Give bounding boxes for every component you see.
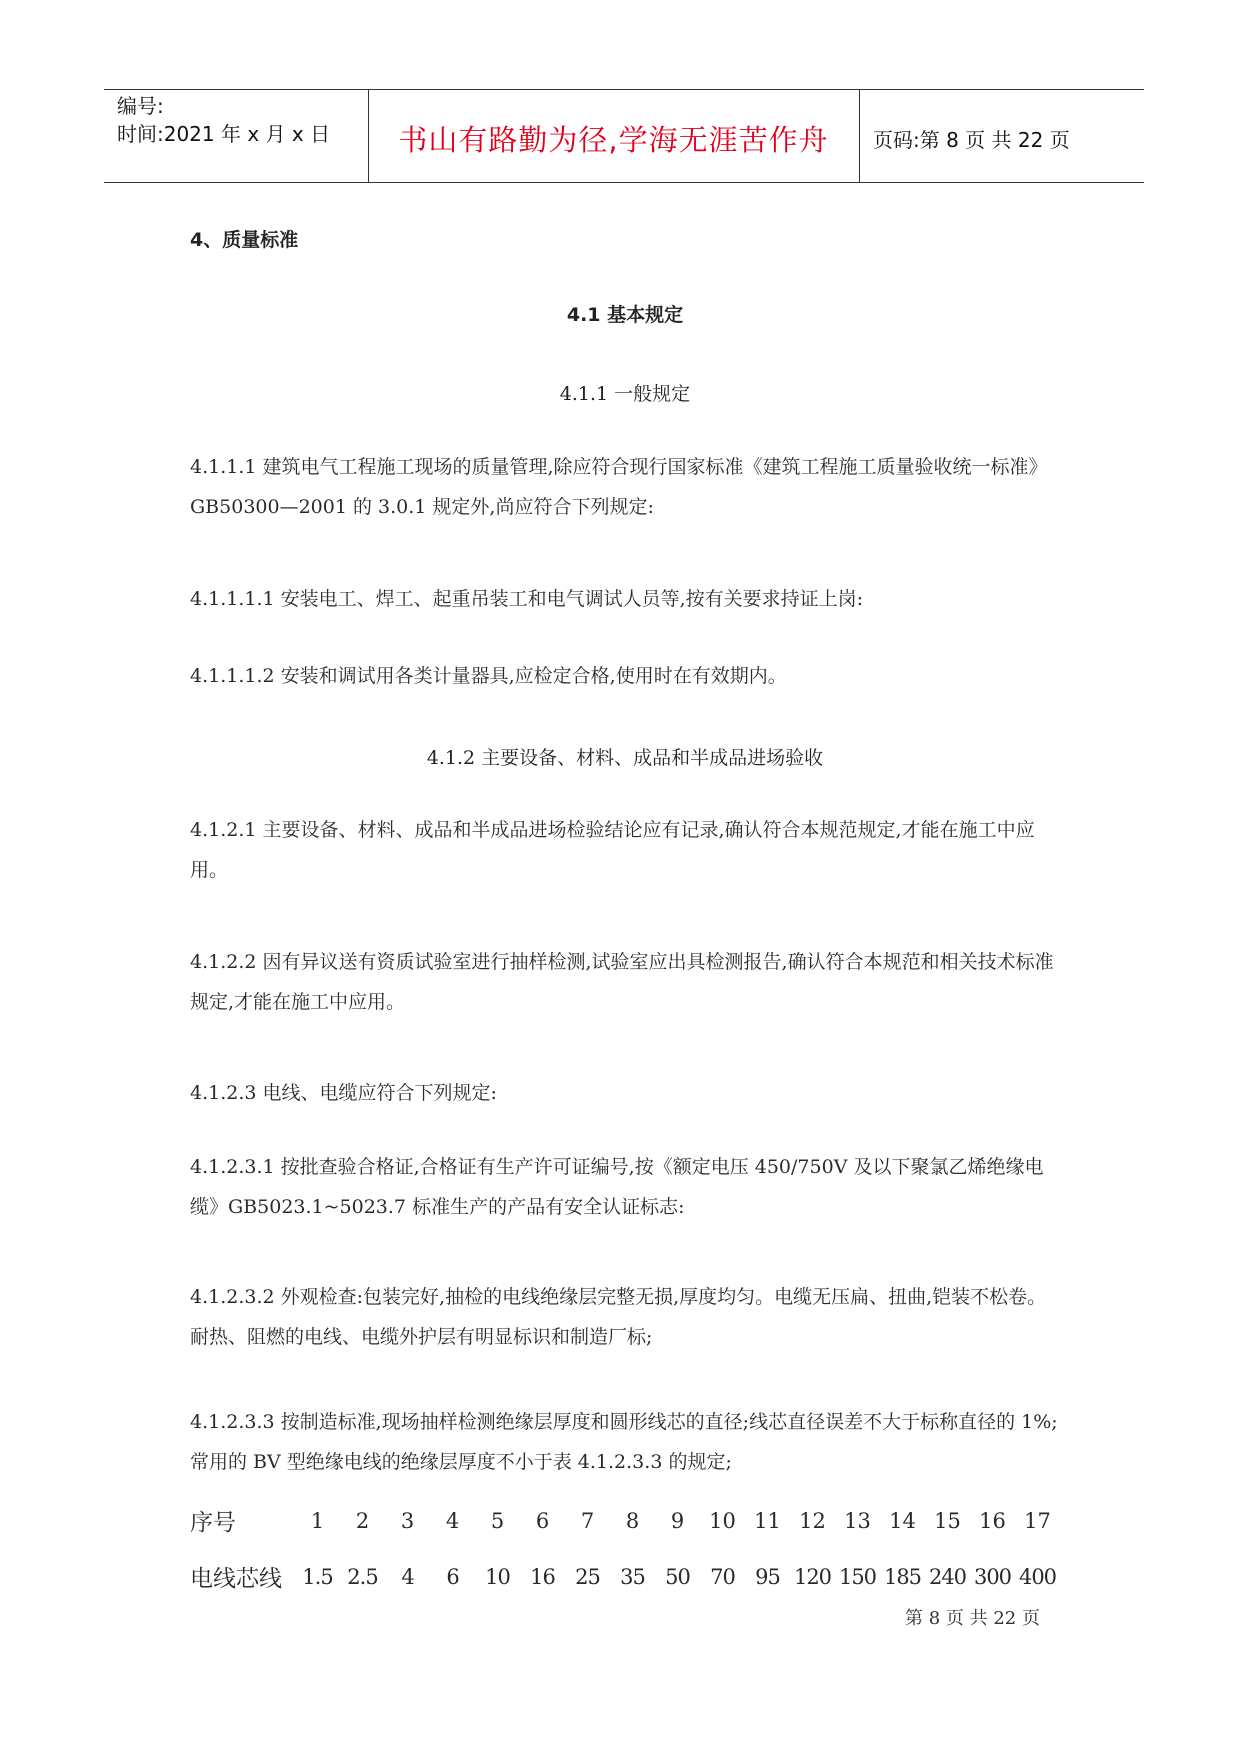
heading-4-1: 4.1 基本规定 (566, 304, 684, 326)
table-cell: 17 (1024, 1508, 1051, 1533)
table-row (190, 1560, 1060, 1593)
table-row (190, 1504, 1060, 1537)
paragraph-4-1-2-1: 4.1.2.1 主要设备、材料、成品和半成品进场检验结论应有记录,确认符合本规范规定,才能在施工中应用。 (190, 819, 1035, 881)
heading-4-1-1: 4.1.1 一般规定 (559, 383, 691, 405)
table-cell: 4 (401, 1564, 414, 1589)
table-cell: 50 (665, 1564, 690, 1589)
header-divider-right (859, 89, 860, 183)
table-cells-seq (295, 1509, 1060, 1533)
header-motto: 书山有路勤为径,学海无涯苦作舟 (398, 123, 829, 157)
table-cell: 400 (1018, 1564, 1057, 1589)
table-cell: 10 (709, 1508, 736, 1533)
table-row-label: 电线芯线 (190, 1566, 282, 1592)
table-cell: 10 (485, 1564, 510, 1589)
table-cell: 70 (710, 1564, 735, 1589)
table-cell: 1.5 (302, 1564, 333, 1589)
table-cell: 5 (490, 1508, 505, 1533)
table-cell: 12 (799, 1508, 826, 1533)
table-cell: 2.5 (347, 1564, 378, 1589)
table-cell: 1 (310, 1508, 325, 1533)
table-cell: 25 (575, 1564, 600, 1589)
table-cell: 15 (934, 1508, 961, 1533)
table-cell: 16 (530, 1564, 555, 1589)
header-number-label: 编号: (117, 94, 164, 118)
table-cell: 150 (838, 1564, 877, 1589)
table-cell: 7 (580, 1508, 595, 1533)
paragraph-4-1-2-3-2: 4.1.2.3.2 外观检查:包装完好,抽检的电线绝缘层完整无损,厚度均匀。电缆无压扁、扭曲,铠装不松卷。耐热、阻燃的电线、电缆外护层有明显标识和制造厂标; (190, 1286, 1047, 1348)
table-cell: 13 (844, 1508, 871, 1533)
paragraph-4-1-2-2: 4.1.2.2 因有异议送有资质试验室进行抽样检测,试验室应出具检测报告,确认符合本规范和相关技术标准规定,才能在施工中应用。 (190, 951, 1054, 1013)
table-row-label: 序号 (190, 1510, 236, 1536)
footer-page-number: 第 8 页 共 22 页 (905, 1608, 1040, 1629)
table-cell: 11 (754, 1508, 781, 1533)
paragraph-4-1-2-3-1: 4.1.2.3.1 按批查验合格证,合格证有生产许可证编号,按《额定电压 450/750V 及以下聚氯乙烯绝缘电缆》GB5023.1~5023.7 标准生产的产品有安全认证标志: (190, 1156, 1044, 1218)
paragraph-4-1-2-3: 4.1.2.3 电线、电缆应符合下列规定: (190, 1082, 497, 1104)
header-meta (117, 92, 362, 148)
header-top-rule (104, 89, 1144, 90)
paragraph-4-1-2-3-3: 4.1.2.3.3 按制造标准,现场抽样检测绝缘层厚度和圆形线芯的直径;线芯直径误差不大于标称直径的 1%;常用的 BV 型绝缘电线的绝缘层厚度不小于表 4.1.2.3.3 的规定; (190, 1411, 1058, 1473)
table-cell: 35 (620, 1564, 645, 1589)
table-cell: 120 (793, 1564, 832, 1589)
table-cell: 2 (355, 1508, 370, 1533)
table-cells-core (295, 1565, 1060, 1589)
header-time-label: 时间:2021 年 x 月 x 日 (117, 122, 331, 146)
header-page-label: 页码:第 8 页 共 22 页 (873, 128, 1070, 152)
table-cell: 16 (979, 1508, 1006, 1533)
table-cell: 8 (625, 1508, 640, 1533)
table-cell: 300 (973, 1564, 1012, 1589)
table-cell: 14 (889, 1508, 916, 1533)
section-title: 4、质量标准 (190, 229, 299, 251)
table-cell: 185 (883, 1564, 922, 1589)
table-cell: 240 (928, 1564, 967, 1589)
table-cell: 95 (755, 1564, 780, 1589)
table-cell: 6 (446, 1564, 459, 1589)
header-bottom-rule (104, 182, 1144, 183)
table-cell: 3 (400, 1508, 415, 1533)
table-cell: 6 (535, 1508, 550, 1533)
table-cell: 9 (670, 1508, 685, 1533)
paragraph-4-1-1-1-1: 4.1.1.1.1 安装电工、焊工、起重吊装工和电气调试人员等,按有关要求持证上岗: (190, 588, 864, 610)
paragraph-4-1-1-1-2: 4.1.1.1.2 安装和调试用各类计量器具,应检定合格,使用时在有效期内。 (190, 665, 787, 687)
paragraph-4-1-1-1: 4.1.1.1 建筑电气工程施工现场的质量管理,除应符合现行国家标准《建筑工程施工质量验收统一标准》GB50300—2001 的 3.0.1 规定外,尚应符合下列规定: (190, 456, 1048, 518)
table-cell: 4 (445, 1508, 460, 1533)
heading-4-1-2: 4.1.2 主要设备、材料、成品和半成品进场验收 (426, 747, 824, 769)
